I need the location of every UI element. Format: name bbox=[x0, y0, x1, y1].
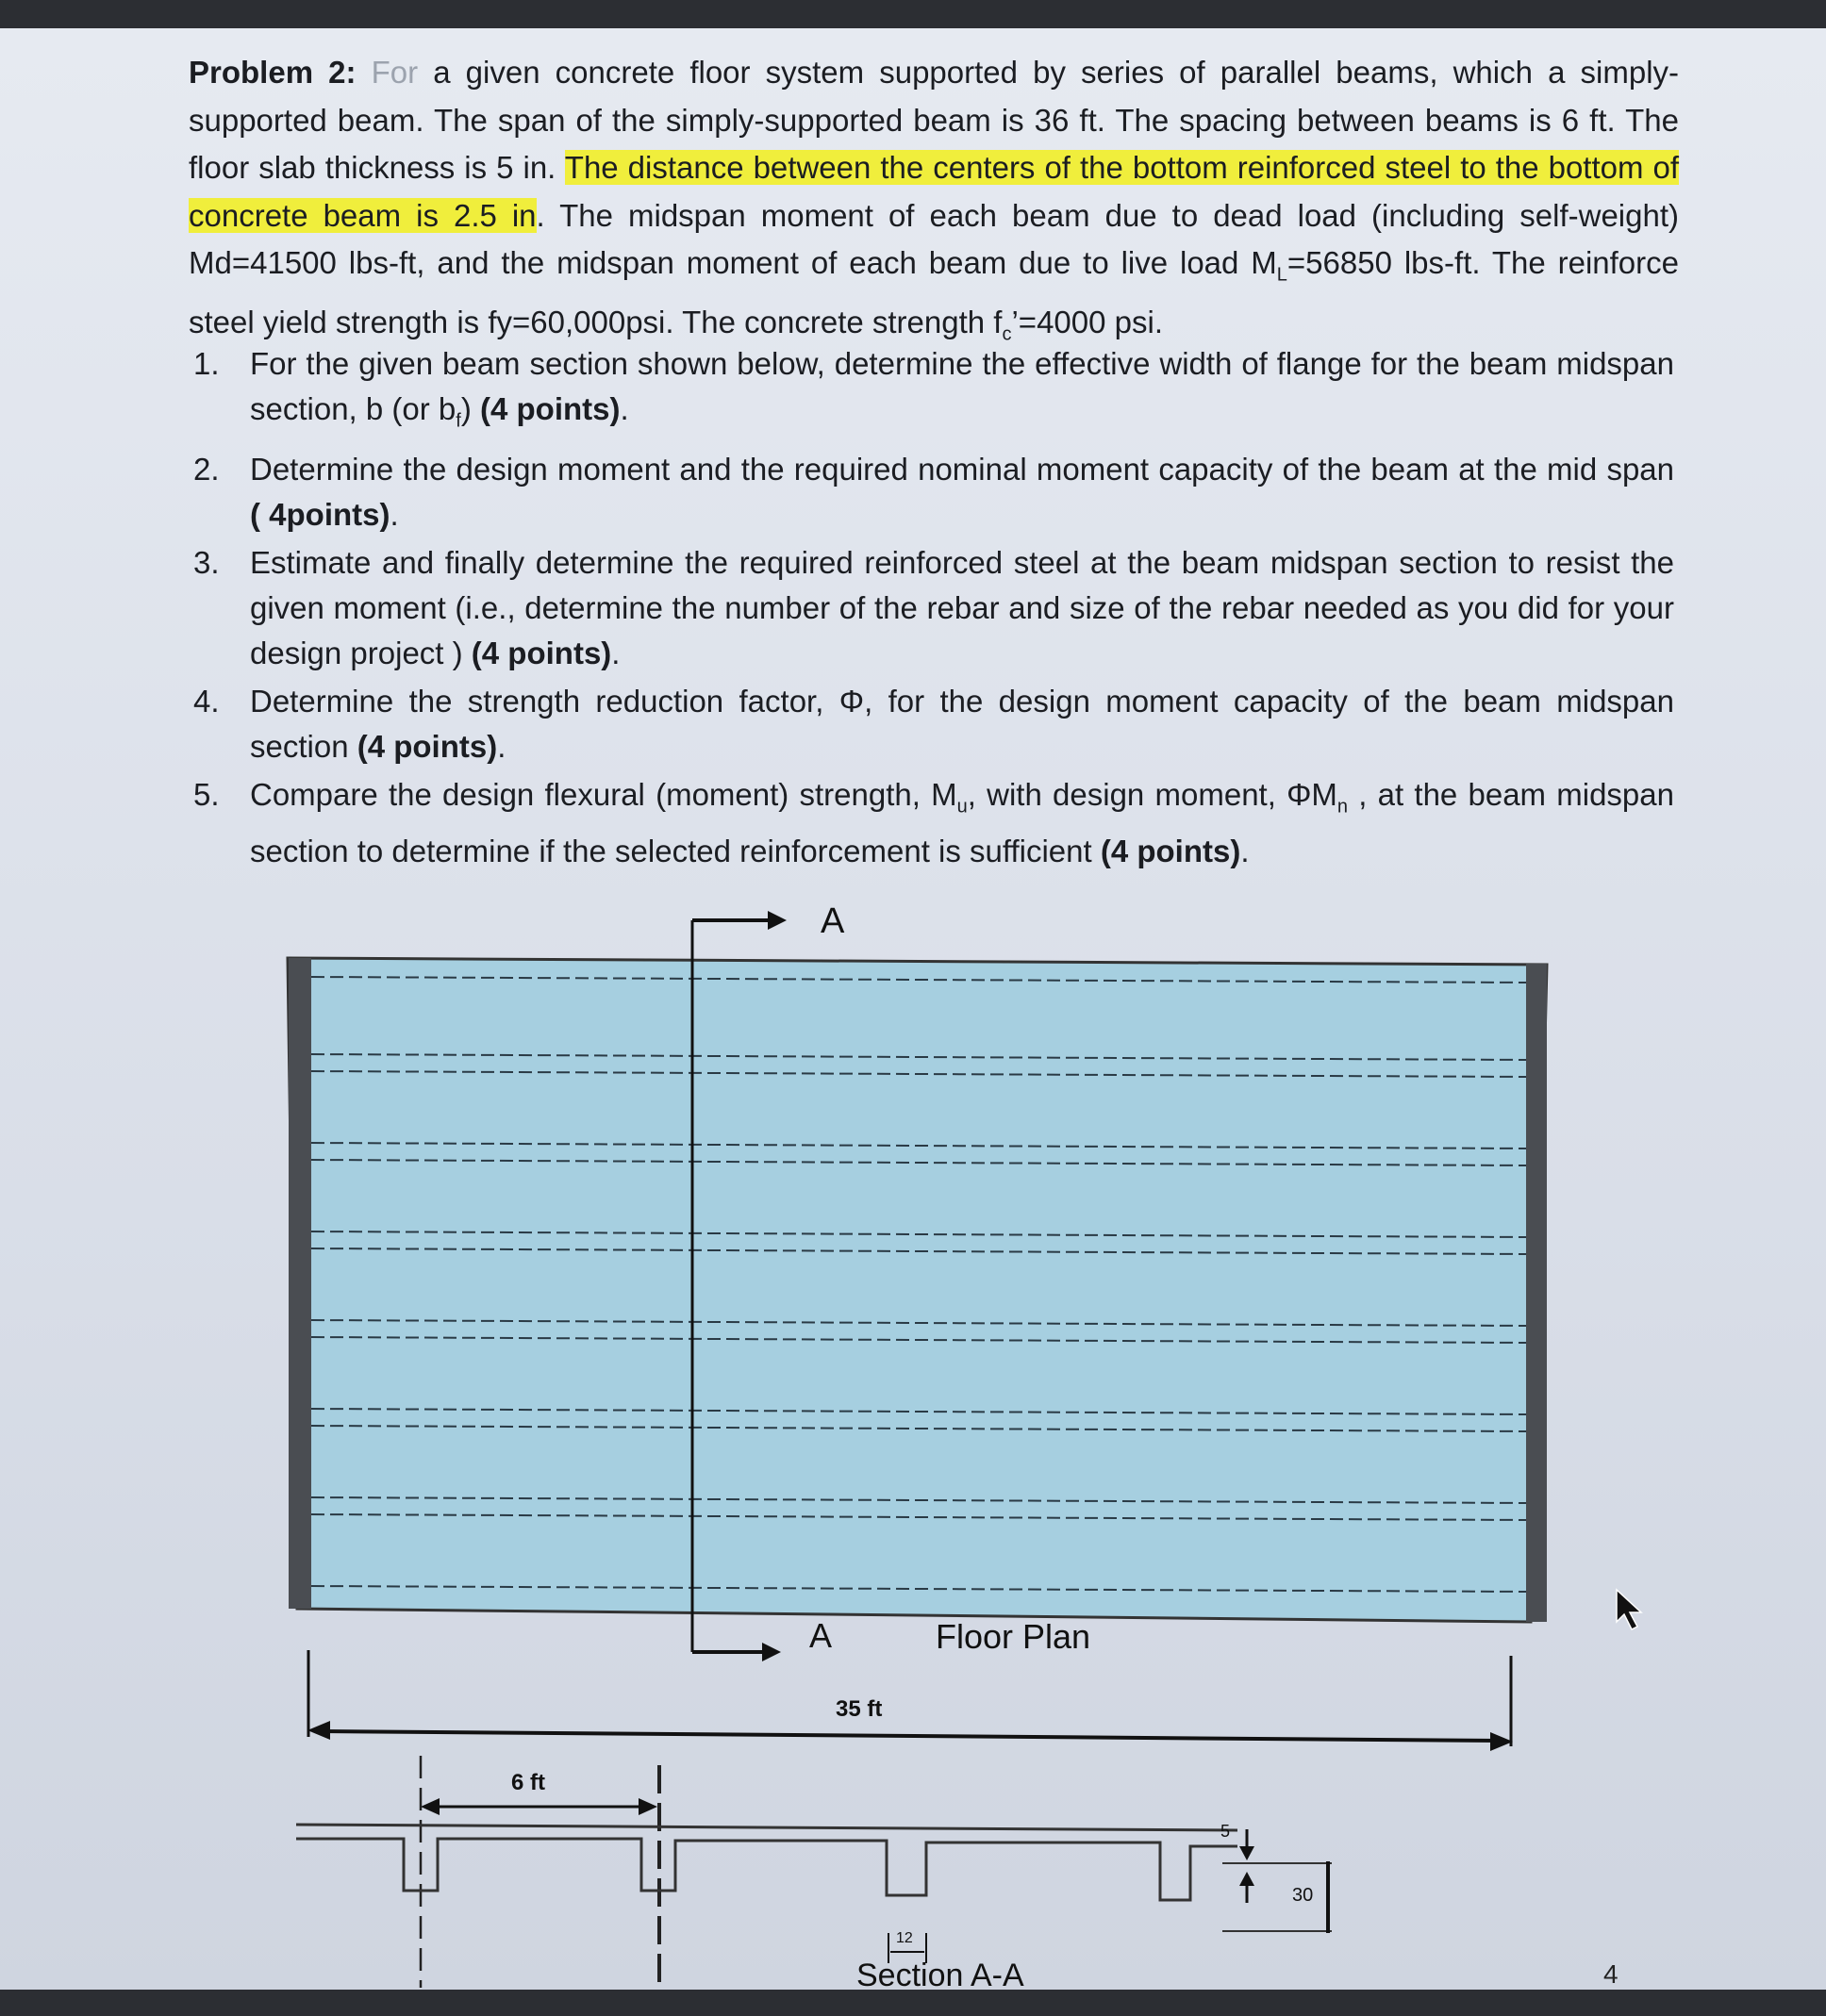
task-number: 3. bbox=[193, 544, 220, 580]
arrow-head-icon bbox=[762, 1643, 781, 1661]
task-end: . bbox=[611, 635, 621, 670]
task-end: . bbox=[620, 391, 629, 426]
task-number: 2. bbox=[193, 451, 220, 487]
arrow-head-icon bbox=[307, 1721, 330, 1740]
arrow-head-icon bbox=[768, 911, 787, 930]
section-mark-top: A bbox=[821, 901, 845, 941]
section-mark-bottom: A bbox=[809, 1616, 833, 1655]
task-text: Estimate and finally determine the required reinforced steel at the beam midspan section to resist the given moment (i.e., determine the number of the rebar and size of the rebar needed as you did for your design project ) bbox=[250, 544, 1674, 670]
depth-label: 30 bbox=[1292, 1885, 1314, 1906]
floor-plan-label: Floor Plan bbox=[936, 1617, 1091, 1656]
task-tail: ) bbox=[460, 391, 481, 426]
section-label: Section A-A bbox=[856, 1958, 1024, 1990]
arrow-head-icon bbox=[639, 1798, 657, 1815]
task-end: . bbox=[497, 728, 506, 764]
problem-text-1: a given concrete floor system supported by series of parallel beams, which a simply-supported beam. The span of the simply-supported beam is 36 ft. The spacing between beams is 6 ft. The floor slab thickness is 5 in. bbox=[189, 55, 1680, 185]
task-text: Determine the design moment and the required nominal moment capacity of the beam at the mid span bbox=[250, 451, 1674, 487]
document-page bbox=[0, 28, 1826, 1990]
task-text: , with design moment, ΦM bbox=[967, 776, 1337, 812]
page-number: 4 bbox=[1603, 1959, 1618, 1989]
arrow-head-icon bbox=[1239, 1872, 1254, 1886]
task-number: 5. bbox=[193, 776, 220, 812]
arrow-head-icon bbox=[1239, 1846, 1254, 1860]
problem-text-2: . The midspan moment of each beam due to dead load (including self-weight) Md=41500 lbs-ft, and the midspan moment of each beam due to live load M bbox=[189, 197, 1679, 280]
problem-lead-word: For bbox=[371, 55, 419, 90]
task-points: ( 4points) bbox=[250, 496, 390, 532]
task-number: 4. bbox=[193, 683, 220, 719]
problem-text-3: =56850 lbs-ft. The reinforce steel yield strength is fy=60,000psi. The concrete strength f bbox=[189, 245, 1679, 340]
task-subscript: f bbox=[456, 410, 461, 432]
span-dimension-line bbox=[321, 1731, 1500, 1741]
task-end: . bbox=[390, 496, 399, 532]
problem-text-4: ’=4000 psi. bbox=[1011, 305, 1164, 340]
slab-thickness-label: 5 bbox=[1220, 1822, 1231, 1841]
arrow-head-icon bbox=[1490, 1732, 1513, 1751]
slab-top-line bbox=[296, 1825, 1237, 1830]
task-points: (4 points) bbox=[471, 635, 612, 670]
task-text: For the given beam section shown below, determine the effective width of flange for the beam midspan section, b (or b bbox=[250, 346, 1674, 426]
right-support bbox=[1526, 964, 1547, 1622]
task-points: (4 points) bbox=[480, 391, 621, 426]
task-number: 1. bbox=[193, 346, 220, 381]
task-end: . bbox=[1240, 834, 1250, 869]
highlighted-text: The distance between the centers of the bottom reinforced steel to the bottom of concrete beam is 2.5 in bbox=[189, 150, 1680, 233]
section-profile bbox=[296, 1839, 1237, 1900]
task-text: Determine the strength reduction factor, Φ, for the design moment capacity of the beam midspan section bbox=[250, 683, 1674, 764]
span-label: 35 ft bbox=[836, 1696, 883, 1722]
spacing-label: 6 ft bbox=[511, 1770, 545, 1795]
task-points: (4 points) bbox=[357, 728, 498, 764]
task-text: , at the beam midspan section to determine if the selected reinforcement is sufficient bbox=[250, 776, 1674, 869]
task-subscript: n bbox=[1336, 796, 1349, 818]
mouse-cursor-icon bbox=[1617, 1590, 1641, 1629]
fc-subscript: c bbox=[1002, 323, 1012, 345]
web-width-label: 12 bbox=[896, 1930, 913, 1946]
left-support bbox=[289, 958, 311, 1609]
task-points: (4 points) bbox=[1100, 834, 1241, 869]
arrow-head-icon bbox=[421, 1798, 440, 1815]
ml-subscript: L bbox=[1276, 264, 1287, 286]
task-text: Compare the design flexural (moment) strength, M bbox=[250, 776, 957, 812]
problem-label: Problem 2: bbox=[189, 55, 357, 90]
structural-drawing bbox=[0, 28, 1826, 1990]
task-subscript: u bbox=[956, 796, 968, 818]
